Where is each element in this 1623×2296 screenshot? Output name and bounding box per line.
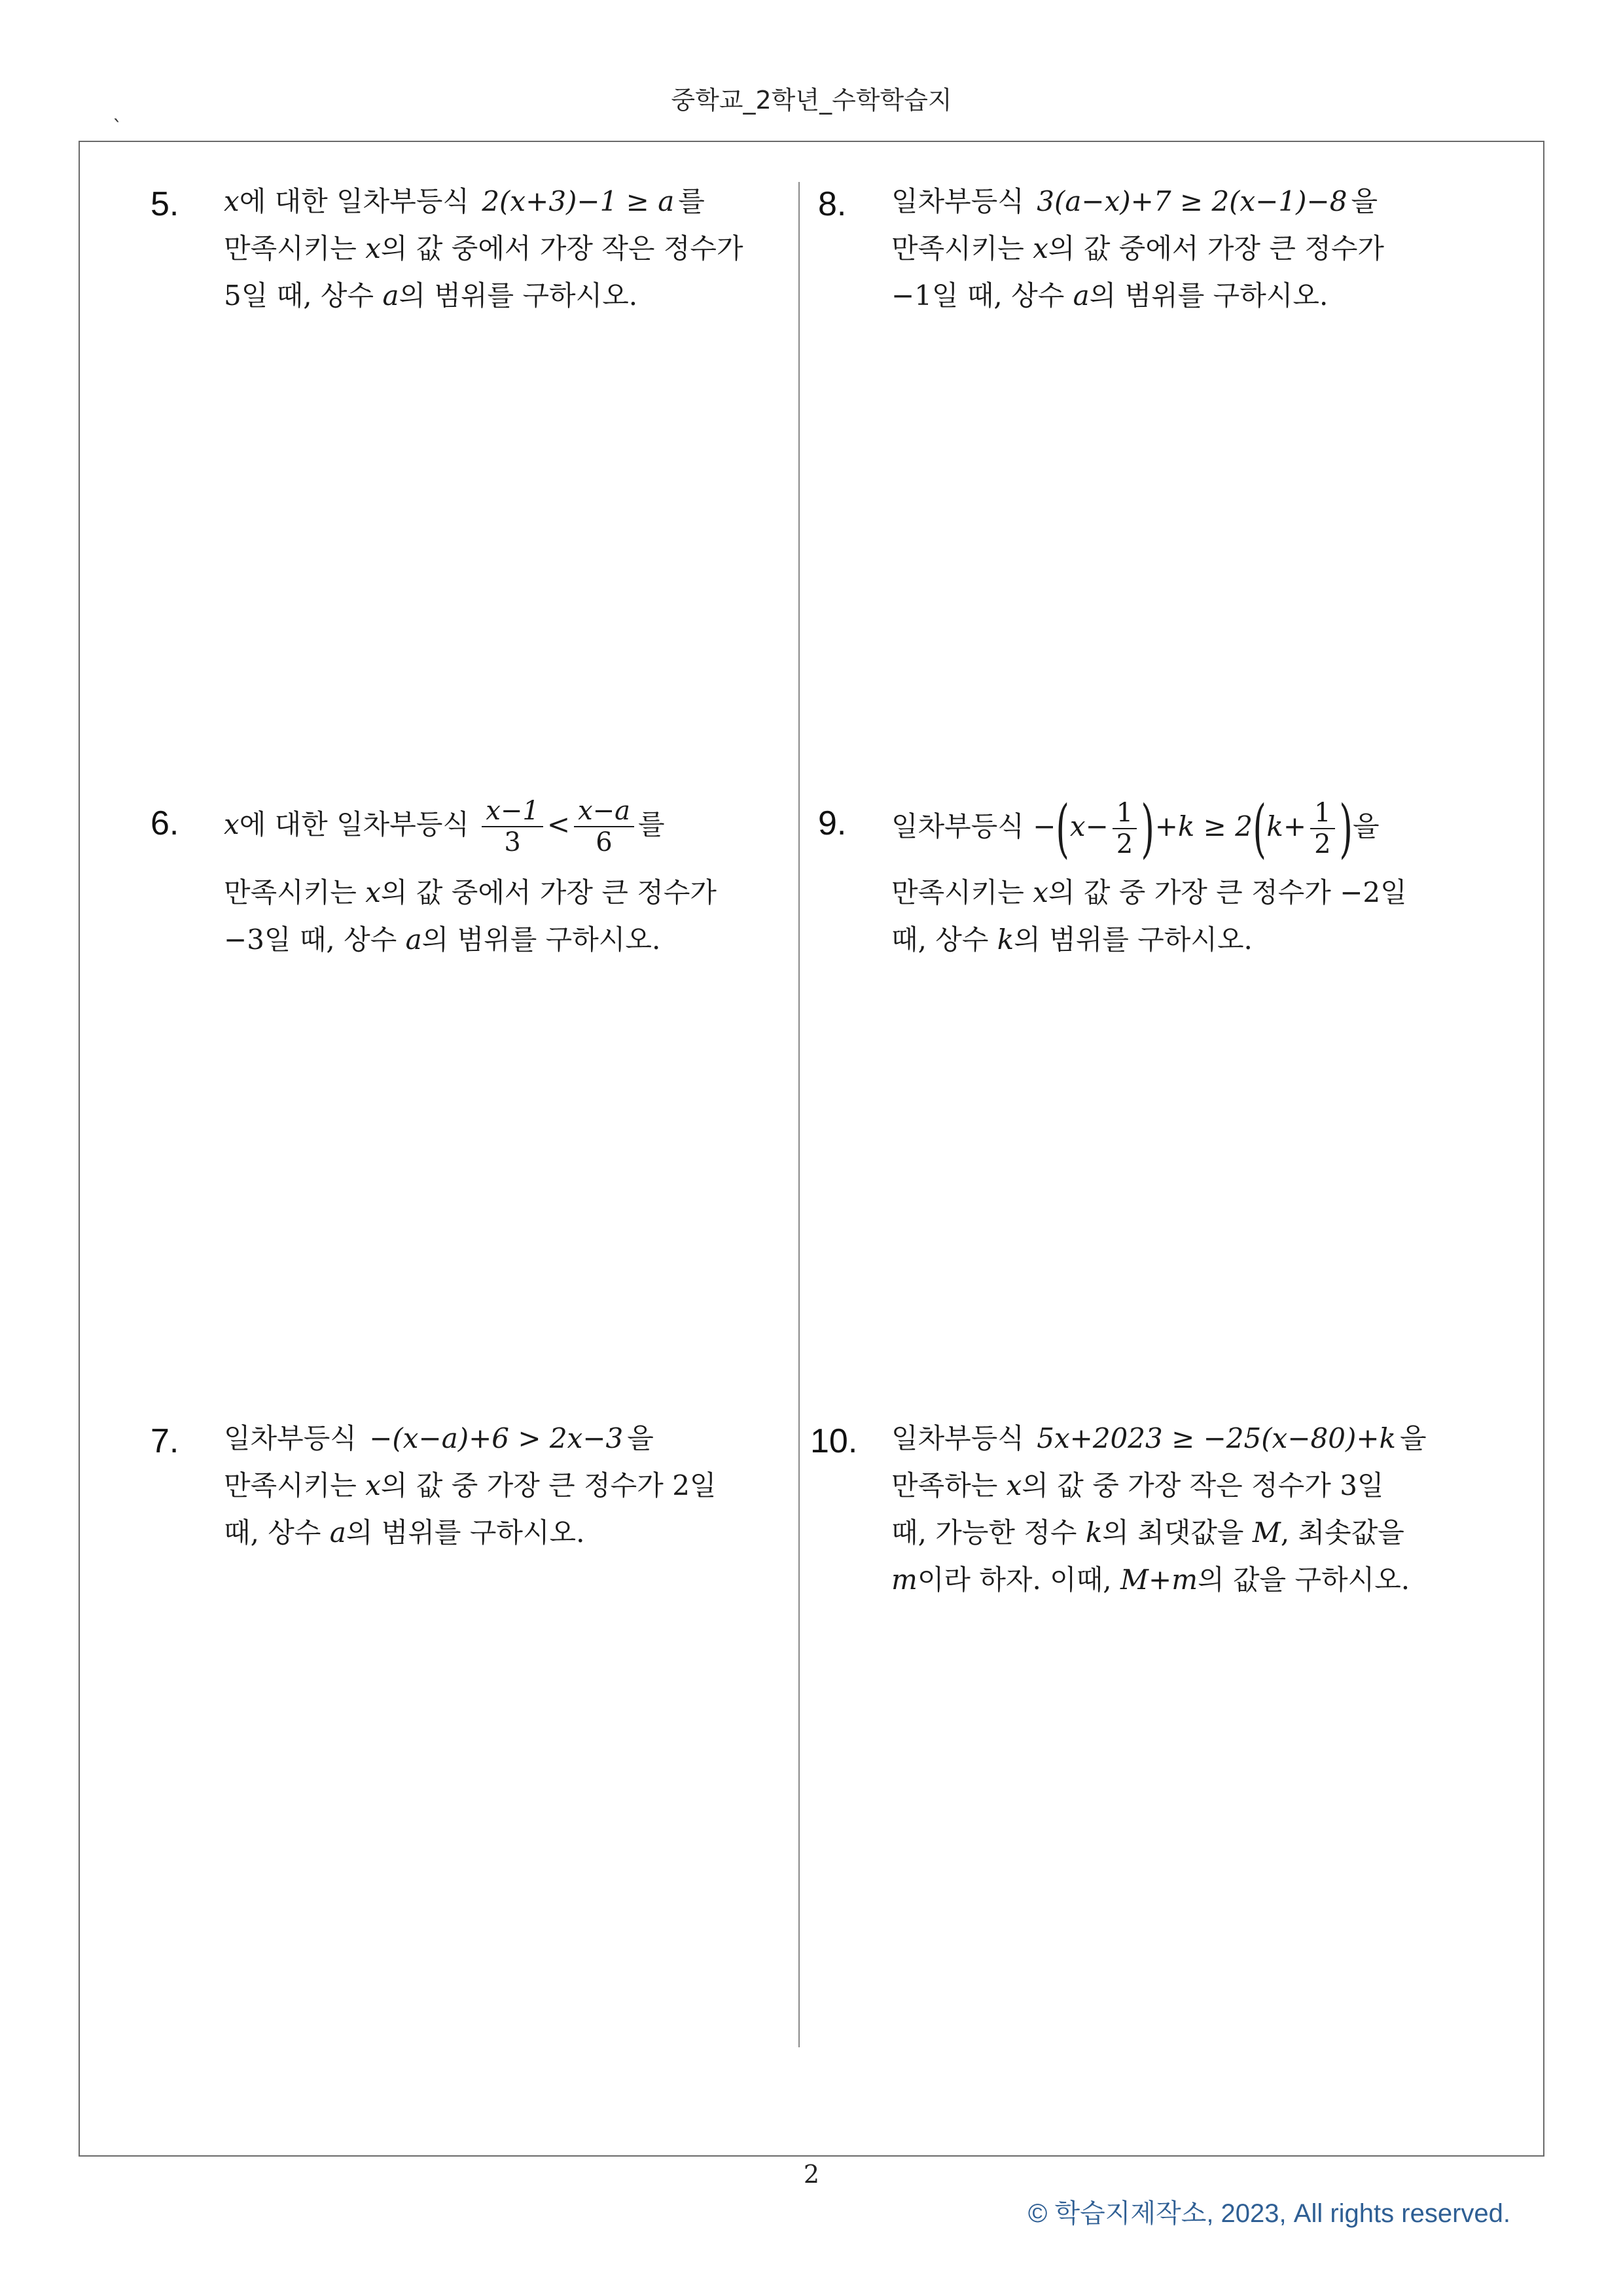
fraction: $\frac{1}{2}$ xyxy=(1113,799,1137,858)
problem-number: 5. xyxy=(151,185,179,223)
problem-line: 만족시키는 x의 값 중 가장 큰 정수가 2일 xyxy=(224,1469,717,1501)
fraction: $\frac{1}{2}$ xyxy=(1310,799,1334,858)
problem-text xyxy=(891,792,1407,963)
problem-text xyxy=(224,1415,717,1556)
problem-number: 10. xyxy=(810,1422,858,1460)
problem-line: −3일 때, 상수 a의 범위를 구하시오. xyxy=(224,924,661,956)
problem-line: 일차부등식 −(x−a)+6 > 2x−3 을 xyxy=(224,1422,654,1454)
stray-mark: ` xyxy=(113,117,122,139)
problem-text xyxy=(891,1415,1427,1604)
problem-line: 일차부등식 3(a−x)+7 ≥ 2(x−1)−8 을 xyxy=(891,185,1378,217)
fraction: $\frac{x-1}{3}$ xyxy=(482,797,543,856)
worksheet-title: 중학교_2학년_수학학습지 xyxy=(671,86,952,115)
problem-number: 9. xyxy=(818,804,847,842)
fraction: $\frac{x-a}{6}$ xyxy=(574,797,634,856)
problem-line: 때, 상수 k의 범위를 구하시오. xyxy=(891,924,1253,956)
problem-line: 만족시키는 x의 값 중 가장 큰 정수가 −2일 xyxy=(891,876,1407,908)
problem-line: 만족시키는 x의 값 중에서 가장 큰 정수가 xyxy=(891,232,1384,264)
content-frame xyxy=(79,141,1544,2157)
problem-line: −1일 때, 상수 a의 범위를 구하시오. xyxy=(891,279,1329,312)
problem-line: 만족하는 x의 값 중 가장 작은 정수가 3일 xyxy=(891,1469,1384,1501)
problem-line: x에 대한 일차부등식 2(x+3)−1 ≥ a 를 xyxy=(224,185,705,217)
copyright-notice: © 학습지제작소, 2023, All rights reserved. xyxy=(1027,2199,1510,2228)
problem-text xyxy=(891,178,1384,319)
problem-number: 7. xyxy=(151,1422,179,1460)
problem-number: 8. xyxy=(818,185,847,223)
problem-line: m이라 하자. 이때, M+m의 값을 구하시오. xyxy=(891,1564,1410,1596)
problem-text xyxy=(224,178,743,319)
column-divider xyxy=(798,182,800,2047)
problem-line: x에 대한 일차부등식 $\frac{x-1}{3}$ < $\frac{x-a}{6}$ 를 xyxy=(224,796,665,857)
page-number: 2 xyxy=(803,2160,820,2189)
problem-line: 일차부등식 −(x− $\frac{1}{2}$ )+k ≥ 2(k+ $\frac{1}{2}$ )을 xyxy=(891,792,1380,865)
problem-line: 일차부등식 5x+2023 ≥ −25(x−80)+k 을 xyxy=(891,1422,1427,1454)
problem-number: 6. xyxy=(151,804,179,842)
problem-line: 때, 가능한 정수 k의 최댓값을 M, 최솟값을 xyxy=(891,1516,1404,1549)
problem-line: 만족시키는 x의 값 중에서 가장 큰 정수가 xyxy=(224,876,717,908)
problem-line: 5일 때, 상수 a의 범위를 구하시오. xyxy=(224,279,638,312)
problem-line: 때, 상수 a의 범위를 구하시오. xyxy=(224,1516,585,1549)
problem-line: 만족시키는 x의 값 중에서 가장 작은 정수가 xyxy=(224,232,743,264)
problem-text xyxy=(224,797,717,963)
